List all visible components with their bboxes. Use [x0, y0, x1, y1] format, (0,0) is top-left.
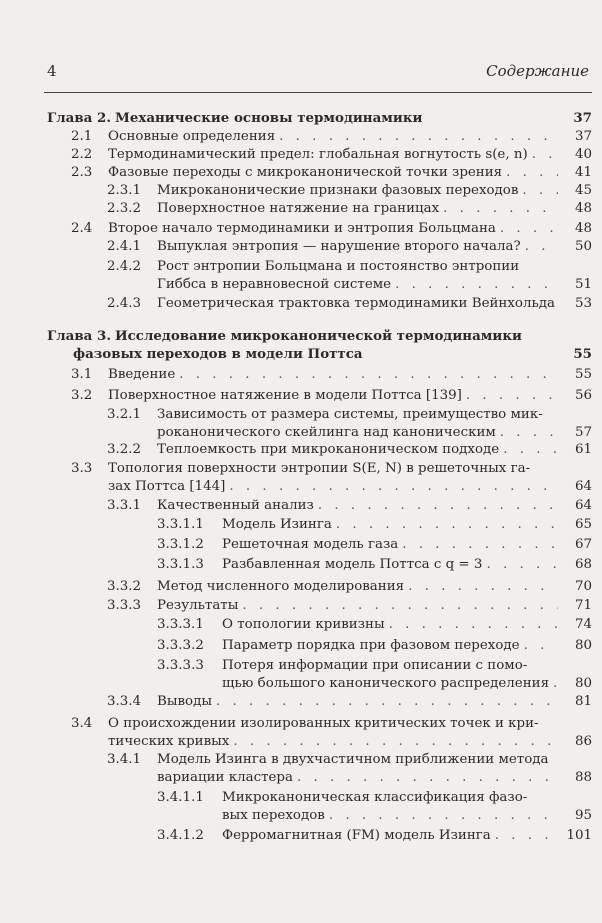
toc-entry-page: 37	[573, 110, 592, 126]
toc-entry-number: 3.3	[71, 461, 93, 476]
leader-dots	[495, 827, 558, 844]
toc-entry-number: 3.3.1.1	[157, 517, 204, 532]
toc-entry-number: 2.3	[71, 165, 93, 180]
toc-entry-page: 64	[574, 498, 592, 513]
leader-dots	[242, 597, 558, 614]
leader-dots	[402, 536, 558, 553]
toc-entry-number: 3.4	[71, 716, 93, 731]
toc-entry-title: О происхождении изолированных критических точек и кри-	[108, 716, 539, 731]
toc-entry	[0, 110, 602, 128]
toc-entry-title: Основные определения	[108, 129, 276, 144]
toc-entry-page: 55	[573, 346, 592, 362]
toc-entry	[0, 387, 602, 405]
toc-entry-title: Геометрическая трактовка термодинамики Вейнхольда	[157, 296, 555, 311]
leader-dots	[524, 637, 558, 654]
toc-entry-number: Глава 3.	[47, 328, 111, 344]
toc-entry-page: 37	[574, 129, 592, 144]
leader-dots	[486, 556, 558, 573]
toc-entry	[0, 258, 602, 294]
toc-entry-title: роканонического скейлинга над каноническим	[157, 425, 496, 440]
toc-entry-page: 57	[574, 425, 592, 440]
toc-entry-title: Модель Изинга в двухчастичном приближении метода	[157, 752, 549, 767]
toc-entry-title: Поверхностное натяжение на границах	[157, 201, 440, 216]
toc-entry-title: Исследование микроканонической термодинамики	[115, 328, 522, 344]
toc-entry-number: 2.1	[71, 129, 93, 144]
toc-entry-number: 3.3.4	[107, 694, 142, 709]
toc-entry-title: Теплоемкость при микроканоническом подходе	[157, 442, 500, 457]
leader-dots	[318, 497, 558, 514]
toc-entry-page: 95	[574, 808, 592, 823]
toc-entry-number: 3.3.3	[107, 598, 142, 613]
toc-entry-number: 2.4.2	[107, 259, 142, 274]
toc-entry-title: вых переходов	[222, 808, 325, 823]
toc-entry-title: Второе начало термодинамики и энтропия Больцмана	[108, 221, 496, 236]
toc-entry-title: Разбавленная модель Поттса с q = 3	[222, 557, 483, 572]
toc-entry	[0, 536, 602, 554]
toc-entry-number: 3.3.3.2	[157, 638, 204, 653]
toc-entry-page: 48	[574, 201, 592, 216]
toc-entry	[0, 441, 602, 459]
toc-entry-page: 50	[574, 239, 592, 254]
leader-dots	[336, 516, 558, 533]
toc-entry-title: Микроканоническая классификация фазо-	[222, 790, 528, 805]
leader-dots	[500, 424, 558, 441]
toc-entry-number: 3.3.1.3	[157, 557, 204, 572]
leader-dots	[179, 366, 558, 383]
toc-entry	[0, 164, 602, 182]
leader-dots	[506, 164, 558, 181]
toc-entry-number: 3.4.1.1	[157, 790, 204, 805]
toc-entry-number: 3.3.1	[107, 498, 142, 513]
toc-entry-page: 80	[574, 638, 592, 653]
leader-dots	[500, 220, 558, 237]
toc-entry-number: 2.3.2	[107, 201, 142, 216]
toc-entry-title: Рост энтропии Больцмана и постоянство энтропии	[157, 259, 520, 274]
toc-entry-page: 40	[574, 147, 592, 162]
toc-entry-title: фазовых переходов в модели Поттса	[73, 346, 363, 362]
toc-entry	[0, 366, 602, 384]
leader-dots	[279, 128, 558, 145]
toc-entry	[0, 406, 602, 442]
toc-entry-page: 86	[574, 734, 592, 749]
leader-dots	[443, 200, 558, 217]
toc-entry-title: щью большого канонического распределения	[222, 676, 550, 691]
toc-entry	[0, 220, 602, 238]
toc-entry-title: Термодинамический предел: глобальная вогнутость s(e, n)	[108, 147, 528, 162]
toc-entry-number: 2.4	[71, 221, 93, 236]
header-rule	[44, 92, 592, 93]
toc-entry-page: 80	[574, 676, 592, 691]
toc-entry-number: 3.1	[71, 367, 93, 382]
toc-entry-number: 3.2	[71, 388, 93, 403]
toc-entry-page: 48	[574, 221, 592, 236]
toc-entry-number: 3.3.1.2	[157, 537, 204, 552]
leader-dots	[389, 616, 558, 633]
toc-entry-number: 3.3.3.1	[157, 617, 204, 632]
toc-entry-page: 55	[574, 367, 592, 382]
toc-entry-number: 3.3.2	[107, 579, 142, 594]
toc-entry-title: Метод численного моделирования	[157, 579, 405, 594]
toc-entry	[0, 578, 602, 596]
toc-entry-page: 41	[574, 165, 592, 180]
toc-entry	[0, 715, 602, 751]
toc-entry-number: 3.2.2	[107, 442, 142, 457]
leader-dots	[329, 807, 558, 824]
leader-dots	[503, 441, 558, 458]
toc-entry-title: вариации кластера	[157, 770, 293, 785]
toc-entry-page: 53	[574, 296, 592, 311]
toc-entry	[0, 657, 602, 693]
toc-entry-title: Качественный анализ	[157, 498, 314, 513]
leader-dots	[525, 238, 558, 255]
toc-entry-page: 64	[574, 479, 592, 494]
toc-entry-title: Модель Изинга	[222, 517, 332, 532]
toc-entry-page: 71	[574, 598, 592, 613]
toc-entry	[0, 238, 602, 256]
toc-entry-number: 2.4.1	[107, 239, 142, 254]
toc-entry	[0, 497, 602, 515]
toc-entry-page: 68	[574, 557, 592, 572]
leader-dots	[532, 146, 558, 163]
toc-entry-number: 2.3.1	[107, 183, 142, 198]
toc-entry-title: Механические основы термодинамики	[115, 110, 423, 126]
leader-dots	[553, 675, 558, 692]
toc-entry	[0, 693, 602, 711]
toc-entry	[0, 637, 602, 655]
toc-entry-page: 67	[574, 537, 592, 552]
toc-entry-number: 2.2	[71, 147, 93, 162]
leader-dots	[297, 769, 558, 786]
toc-entry-title: Выводы	[157, 694, 213, 709]
toc-entry-page: 74	[574, 617, 592, 632]
toc-entry-page: 45	[574, 183, 592, 198]
toc-entry-number: 3.3.3.3	[157, 658, 204, 673]
running-header: Содержание	[486, 62, 589, 80]
toc-entry-title: Результаты	[157, 598, 239, 613]
toc-entry-number: 2.4.3	[107, 296, 142, 311]
toc-entry-page: 70	[574, 579, 592, 594]
toc-entry	[0, 789, 602, 825]
leader-dots	[466, 387, 558, 404]
toc-entry-title: Гиббса в неравновесной системе	[157, 277, 392, 292]
toc-entry	[0, 146, 602, 164]
toc-entry-title: О топологии кривизны	[222, 617, 385, 632]
toc-entry-page: 65	[574, 517, 592, 532]
toc-entry	[0, 516, 602, 534]
toc-entry	[0, 751, 602, 787]
toc-entry-title: зах Поттса [144]	[108, 479, 226, 494]
toc-entry-page: 88	[574, 770, 592, 785]
toc-entry-page: 51	[574, 277, 592, 292]
toc-entry-number: 3.4.1.2	[157, 828, 204, 843]
toc-entry-page: 81	[574, 694, 592, 709]
toc-entry	[0, 328, 602, 364]
toc-entry-title: Потеря информации при описании с помо-	[222, 658, 528, 673]
toc-entry	[0, 182, 602, 200]
leader-dots	[522, 182, 558, 199]
toc-entry-title: Микроканонические признаки фазовых переходов	[157, 183, 519, 198]
leader-dots	[408, 578, 558, 595]
toc-entry-title: Топология поверхности энтропии S(E, N) в решеточных га-	[108, 461, 531, 476]
toc-entry-title: Введение	[108, 367, 176, 382]
toc-entry-title: Ферромагнитная (FM) модель Изинга	[222, 828, 491, 843]
leader-dots	[216, 693, 558, 710]
toc-entry-number: 3.4.1	[107, 752, 142, 767]
toc-entry-title: тических кривых	[108, 734, 230, 749]
page-number: 4	[47, 62, 57, 80]
toc-entry	[0, 827, 602, 845]
toc-entry-number: Глава 2.	[47, 110, 111, 126]
toc-entry	[0, 460, 602, 496]
toc-entry-title: Решеточная модель газа	[222, 537, 399, 552]
toc-entry	[0, 616, 602, 634]
toc-entry-page: 56	[574, 388, 592, 403]
toc-entry-title: Фазовые переходы с микроканонической точки зрения	[108, 165, 503, 180]
toc-entry	[0, 128, 602, 146]
toc-entry-page: 101	[566, 828, 592, 843]
toc-entry	[0, 200, 602, 218]
toc-entry-title: Поверхностное натяжение в модели Поттса [139]	[108, 388, 462, 403]
leader-dots	[233, 733, 558, 750]
leader-dots	[229, 478, 558, 495]
toc-entry	[0, 597, 602, 615]
toc-entry-title: Выпуклая энтропия — нарушение второго начала?	[157, 239, 521, 254]
toc-entry	[0, 295, 602, 313]
leader-dots	[395, 276, 558, 293]
toc-entry-number: 3.2.1	[107, 407, 142, 422]
toc-entry-page: 61	[574, 442, 592, 457]
toc-entry	[0, 556, 602, 574]
toc-entry-title: Параметр порядка при фазовом переходе	[222, 638, 520, 653]
toc-entry-title: Зависимость от размера системы, преимущество мик-	[157, 407, 543, 422]
